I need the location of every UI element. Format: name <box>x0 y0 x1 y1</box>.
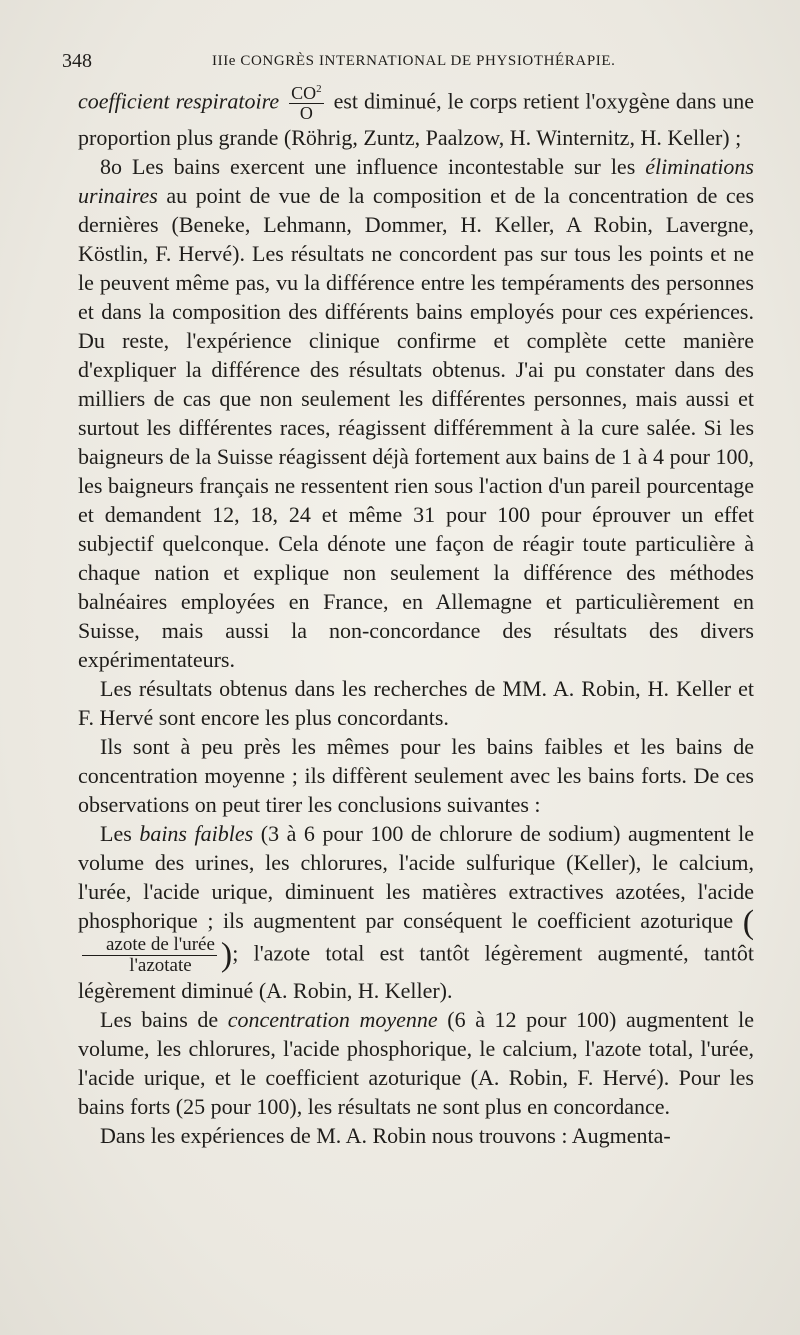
paragraph-6 <box>78 1005 754 1121</box>
paragraph-text: Les bains de <box>100 1007 219 1032</box>
paragraph-1 <box>78 84 754 152</box>
italic-term: concentration moyenne <box>227 1007 438 1032</box>
paragraph-text: est diminué, le corps retient l'oxygène dans une proportion plus grande (Röhrig, Zuntz, Paalzow, H. Winternitz, H. Keller) ; <box>78 88 755 150</box>
page-number: 348 <box>62 50 92 72</box>
body-text <box>78 84 754 1150</box>
paragraph-2 <box>78 152 754 674</box>
paragraph-7: Dans les expériences de M. A. Robin nous trouvons : Augmenta- <box>100 1123 671 1148</box>
running-title: IIIe CONGRÈS INTERNATIONAL DE PHYSIOTHÉRAPIE. <box>212 53 616 69</box>
fraction-denominator: O <box>299 103 313 123</box>
italic-term: éliminations urinaires <box>78 154 754 208</box>
paragraph-text: 8o Les bains exercent une influence incontestable sur les <box>100 154 636 179</box>
paragraph-text: au point de vue de la composition et de la concentration de ces dernières (Beneke, Lehmann, Dommer, H. Keller, A Robin, Lavergne, Köstlin, F. Hervé). Les résultats ne concordent pas sur tous les points et ne le peuvent même pas, vu la différence entre les tempéraments des personnes et dans la composition des différents bains employés pour ces expériences. Du reste, l'expérience clinique confirme et complète cette manière d'expliquer la différence des résultats obtenus. J'ai pu constater dans des milliers de cas que non seulement les différentes personnes, mais aussi et surtout les différentes races, réagissent différemment à la cure salée. Si les baigneurs de la Suisse réagissent déjà fortement aux bains de 1 à 4 pour 100, les baigneurs français ne ressentent rien sous l'action d'un pareil pourcentage et demandent 12, 18, 24 et même 31 pour 100 pour éprouver un effet subjectif quelconque. Cela dénote une façon de réagir toute particulière à chaque nation et explique non seulement la différence des méthodes balnéaires employées en France, en Allemagne et particulièrement en Suisse, mais aussi la non-concordance des résultats des divers expérimentateurs. <box>78 183 754 672</box>
paragraph-text: (3 à 6 pour 100 de chlorure de sodium) augmentent le volume des urines, les chlorures, l'acide sulfurique (Keller), le calcium, l'urée, l'acide urique, diminuent les matières extractives azotées, l'acide phosphorique ; ils augmentent par conséquent le coefficient azoturique <box>78 821 755 933</box>
superscript: 2 <box>316 83 322 95</box>
fraction-numerator: azote de l'urée <box>82 935 217 956</box>
fraction-numerator: CO <box>291 83 317 103</box>
paragraph-5: Les bains faibles (3 à 6 pour 100 de chlorure de sodium) augmentent le volume des urines, les chlorures, l'acide sulfurique (Keller), le calcium, l'urée, l'acide urique, diminuent les matières extractives azotées, l'acide phosphorique ; ils augmentent par conséquent le coefficient azoturique ( $\frac{\text{azote de l'urée}}{\text{l'azotate}}$ ); l'azote total est tantôt légèrement augmenté, tantôt légèrement diminué (A. Robin, H. Keller). <box>78 821 755 1003</box>
co2-fraction <box>289 84 324 123</box>
azote-fraction <box>82 935 217 976</box>
paragraph-text: (6 à 12 pour 100) augmentent le volume, les chlorures, l'acide phosphorique, le calcium, l'azote total, l'urée, l'acide urique, et le coefficient azoturique (A. Robin, F. Hervé). Pour les bains forts (25 pour 100), les résultats ne sont plus en concordance. <box>78 1007 755 1119</box>
paragraph-text: ; l'azote total est tantôt légèrement augmenté, tantôt légèrement diminué (A. Robin, H. Keller). <box>78 940 754 1003</box>
fraction-denominator: l'azotate <box>129 955 192 976</box>
italic-term: bains faibles <box>139 821 254 846</box>
italic-term: coefficient respiratoire <box>78 88 280 114</box>
page-header <box>62 50 752 74</box>
paragraph-text: Les <box>100 821 132 846</box>
paragraph-3: Les résultats obtenus dans les recherches de MM. A. Robin, H. Keller et F. Hervé sont encore les plus concordants. <box>78 676 754 730</box>
paragraph-4: Ils sont à peu près les mêmes pour les bains faibles et les bains de concentration moyenne ; ils diffèrent seulement avec les bains forts. De ces observations on peut tirer les conclusions suivantes : <box>78 734 754 817</box>
